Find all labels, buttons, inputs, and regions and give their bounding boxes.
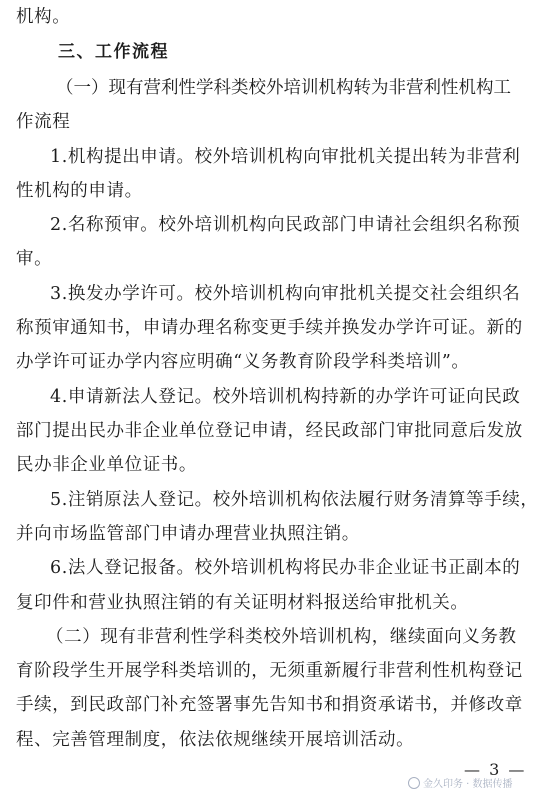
text-line-11: 办学许可证办学内容应明确“义务教育阶段学科类培训”。 bbox=[16, 352, 470, 372]
text-line-4: 作流程 bbox=[16, 112, 71, 132]
text-line-17: 6.法人登记报备。校外培训机构将民办非企业证书正副本的 bbox=[50, 558, 521, 578]
text-line-19: （二）现有非营利性学科类校外培训机构，继续面向义务教 bbox=[46, 627, 517, 647]
text-line-14: 民办非企业单位证书。 bbox=[16, 455, 197, 475]
text-line-9: 3.换发办学许可。校外培训机构向审批机关提交社会组织名 bbox=[50, 284, 521, 304]
text-line-16: 并向市场监管部门申请办理营业执照注销。 bbox=[16, 524, 360, 544]
watermark-text: 金久印务 · 数据传播 bbox=[423, 779, 513, 790]
text-line-1: 机构。 bbox=[16, 7, 71, 27]
text-line-3: （一）现有营利性学科类校外培训机构转为非营利性机构工 bbox=[56, 78, 511, 98]
text-line-6: 性机构的申请。 bbox=[16, 181, 143, 201]
section-heading: 三、工作流程 bbox=[58, 42, 169, 62]
text-line-15: 5.注销原法人登记。校外培训机构依法履行财务清算等手续， bbox=[50, 490, 539, 510]
watermark bbox=[408, 775, 513, 790]
text-line-21: 手续，到民政部门补充签署事先告知书和捐资承诺书，并修改章 bbox=[16, 695, 523, 715]
page-number: — 3 — bbox=[464, 760, 527, 779]
text-line-12: 4.申请新法人登记。校外培训机构持新的办学许可证向民政 bbox=[50, 387, 521, 407]
text-line-5: 1.机构提出申请。校外培训机构向审批机关提出转为非营利 bbox=[50, 147, 521, 167]
subsection-heading-1 bbox=[56, 77, 526, 99]
text-line-18: 复印件和营业执照注销的有关证明材料报送给审批机关。 bbox=[16, 593, 469, 613]
text-line-7: 2.名称预审。校外培训机构向民政部门申请社会组织名称预 bbox=[50, 215, 521, 235]
text-line-20: 育阶段学生开展学科类培训的，无须重新履行非营利性机构登记 bbox=[16, 661, 523, 681]
text-line-8: 审。 bbox=[16, 249, 53, 269]
text-line-22: 程、完善管理制度，依法依规继续开展培训活动。 bbox=[16, 730, 415, 750]
text-line-13: 部门提出民办非企业单位登记申请，经民政部门审批同意后发放 bbox=[16, 421, 523, 441]
text-line-10: 称预审通知书，申请办理名称变更手续并换发办学许可证。新的 bbox=[16, 318, 523, 338]
watermark-logo-icon bbox=[408, 777, 420, 789]
